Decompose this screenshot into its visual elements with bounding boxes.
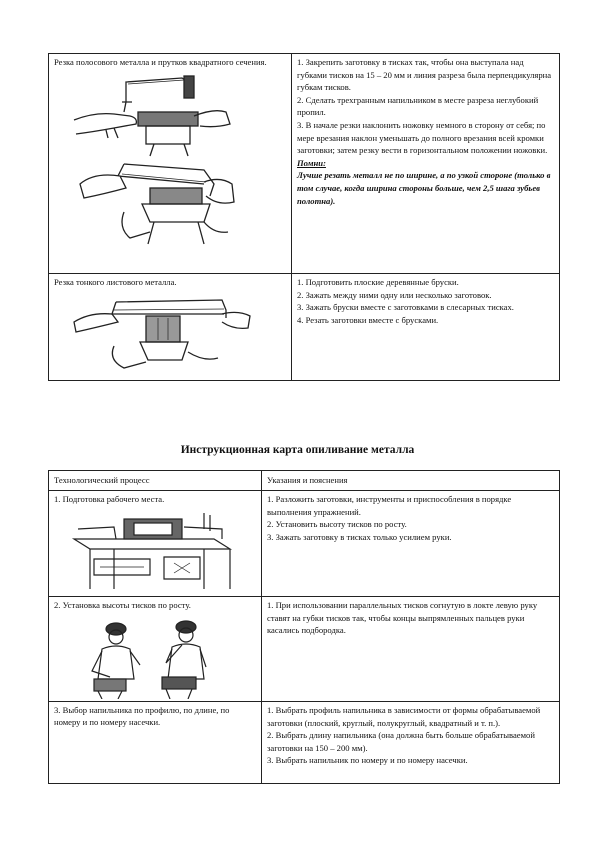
sheet-metal-cutting-illustration <box>54 292 286 372</box>
step-text: 3. В начале резки наклонить ножовку немного в сторону от себя; по мере врезания наклон уменьшать до полного врезания всей кромки заготовки; затем резку вести в горизонтальном положении ножовки. <box>297 119 548 156</box>
instructions-cell <box>262 702 560 784</box>
hacksaw-strip-cutting-illustration <box>54 72 286 252</box>
instructions-cell <box>262 491 560 597</box>
step-text: 1. При использовании параллельных тисков согнутую в локте левую руку ставят на губки тисков так, чтобы концы выпрямленных пальцев руки касались подбородка. <box>267 600 538 636</box>
column-header-instructions: Указания и пояснения <box>262 471 560 491</box>
table-row <box>49 597 560 702</box>
step-text: 3. Выбрать напильник по номеру и по номеру насечки. <box>267 755 468 766</box>
step-text: 2. Выбрать длину напильника (она должна быть больше обрабатываемой заготовки на 150 – 200 мм). <box>267 730 535 753</box>
step-text: 1. Разложить заготовки, инструменты и приспособления в порядке выполнения упражнений. <box>267 494 512 517</box>
process-cell <box>49 702 262 784</box>
step-text: 4. Резать заготовки вместе с брусками. <box>297 314 439 325</box>
page-title: Инструкционная карта опиливание металла <box>180 444 415 456</box>
step-text: 2. Установить высоту тисков по росту. <box>267 519 407 530</box>
sawing-table <box>48 53 560 381</box>
note-text: Лучше резать металл не по ширине, а по узкой стороне (только в том случае, когда ширина стороны больше, чем 2,5 шага зубьев полотна). <box>297 170 551 206</box>
table-header-row <box>49 471 560 491</box>
column-header-process: Технологический процесс <box>49 471 262 491</box>
process-text: 2. Установка высоты тисков по росту. <box>54 600 191 610</box>
workbench-illustration <box>54 509 256 593</box>
process-cell <box>49 491 262 597</box>
process-cell <box>49 597 262 702</box>
instructions-cell <box>262 597 560 702</box>
filing-table <box>48 470 560 784</box>
table-row <box>49 274 560 381</box>
process-text: Резка полосового металла и прутков квадратного сечения. <box>54 57 267 67</box>
process-text: Резка тонкого листового металла. <box>54 277 177 287</box>
step-text: 2. Зажать между ними одну или несколько заготовок. <box>297 289 492 300</box>
step-text: 3. Зажать заготовку в тисках только усилием руки. <box>267 531 452 542</box>
process-cell <box>49 274 292 381</box>
process-text: 1. Подготовка рабочего места. <box>54 494 165 504</box>
note-title: Помни: <box>297 157 326 168</box>
step-text: 1. Подготовить плоские деревянные бруски. <box>297 277 459 287</box>
instructions-cell <box>292 274 560 381</box>
step-text: 1. Выбрать профиль напильника в зависимости от формы обрабатываемой заготовки (плоский, круглый, полукруглый, квадратный и т. п.). <box>267 705 541 728</box>
process-cell <box>49 54 292 274</box>
table-row <box>49 491 560 597</box>
table-row <box>49 54 560 274</box>
instructions-cell <box>292 54 560 274</box>
process-text: 3. Выбор напильника по профилю, по длине, по номеру и по номеру насечки. <box>54 705 230 727</box>
step-text: 1. Закрепить заготовку в тисках так, чтобы она выступала над губками тисков на 15 – 20 мм и линия разреза была перпендикулярна губкам тисков. <box>297 57 552 93</box>
table-row <box>49 702 560 784</box>
step-text: 2. Сделать трехгранным напильником в месте разреза неглубокий пропил. <box>297 94 539 118</box>
step-text: 3. Зажать бруски вместе с заготовками в слесарных тисках. <box>297 302 514 313</box>
vise-height-illustration <box>54 615 256 699</box>
